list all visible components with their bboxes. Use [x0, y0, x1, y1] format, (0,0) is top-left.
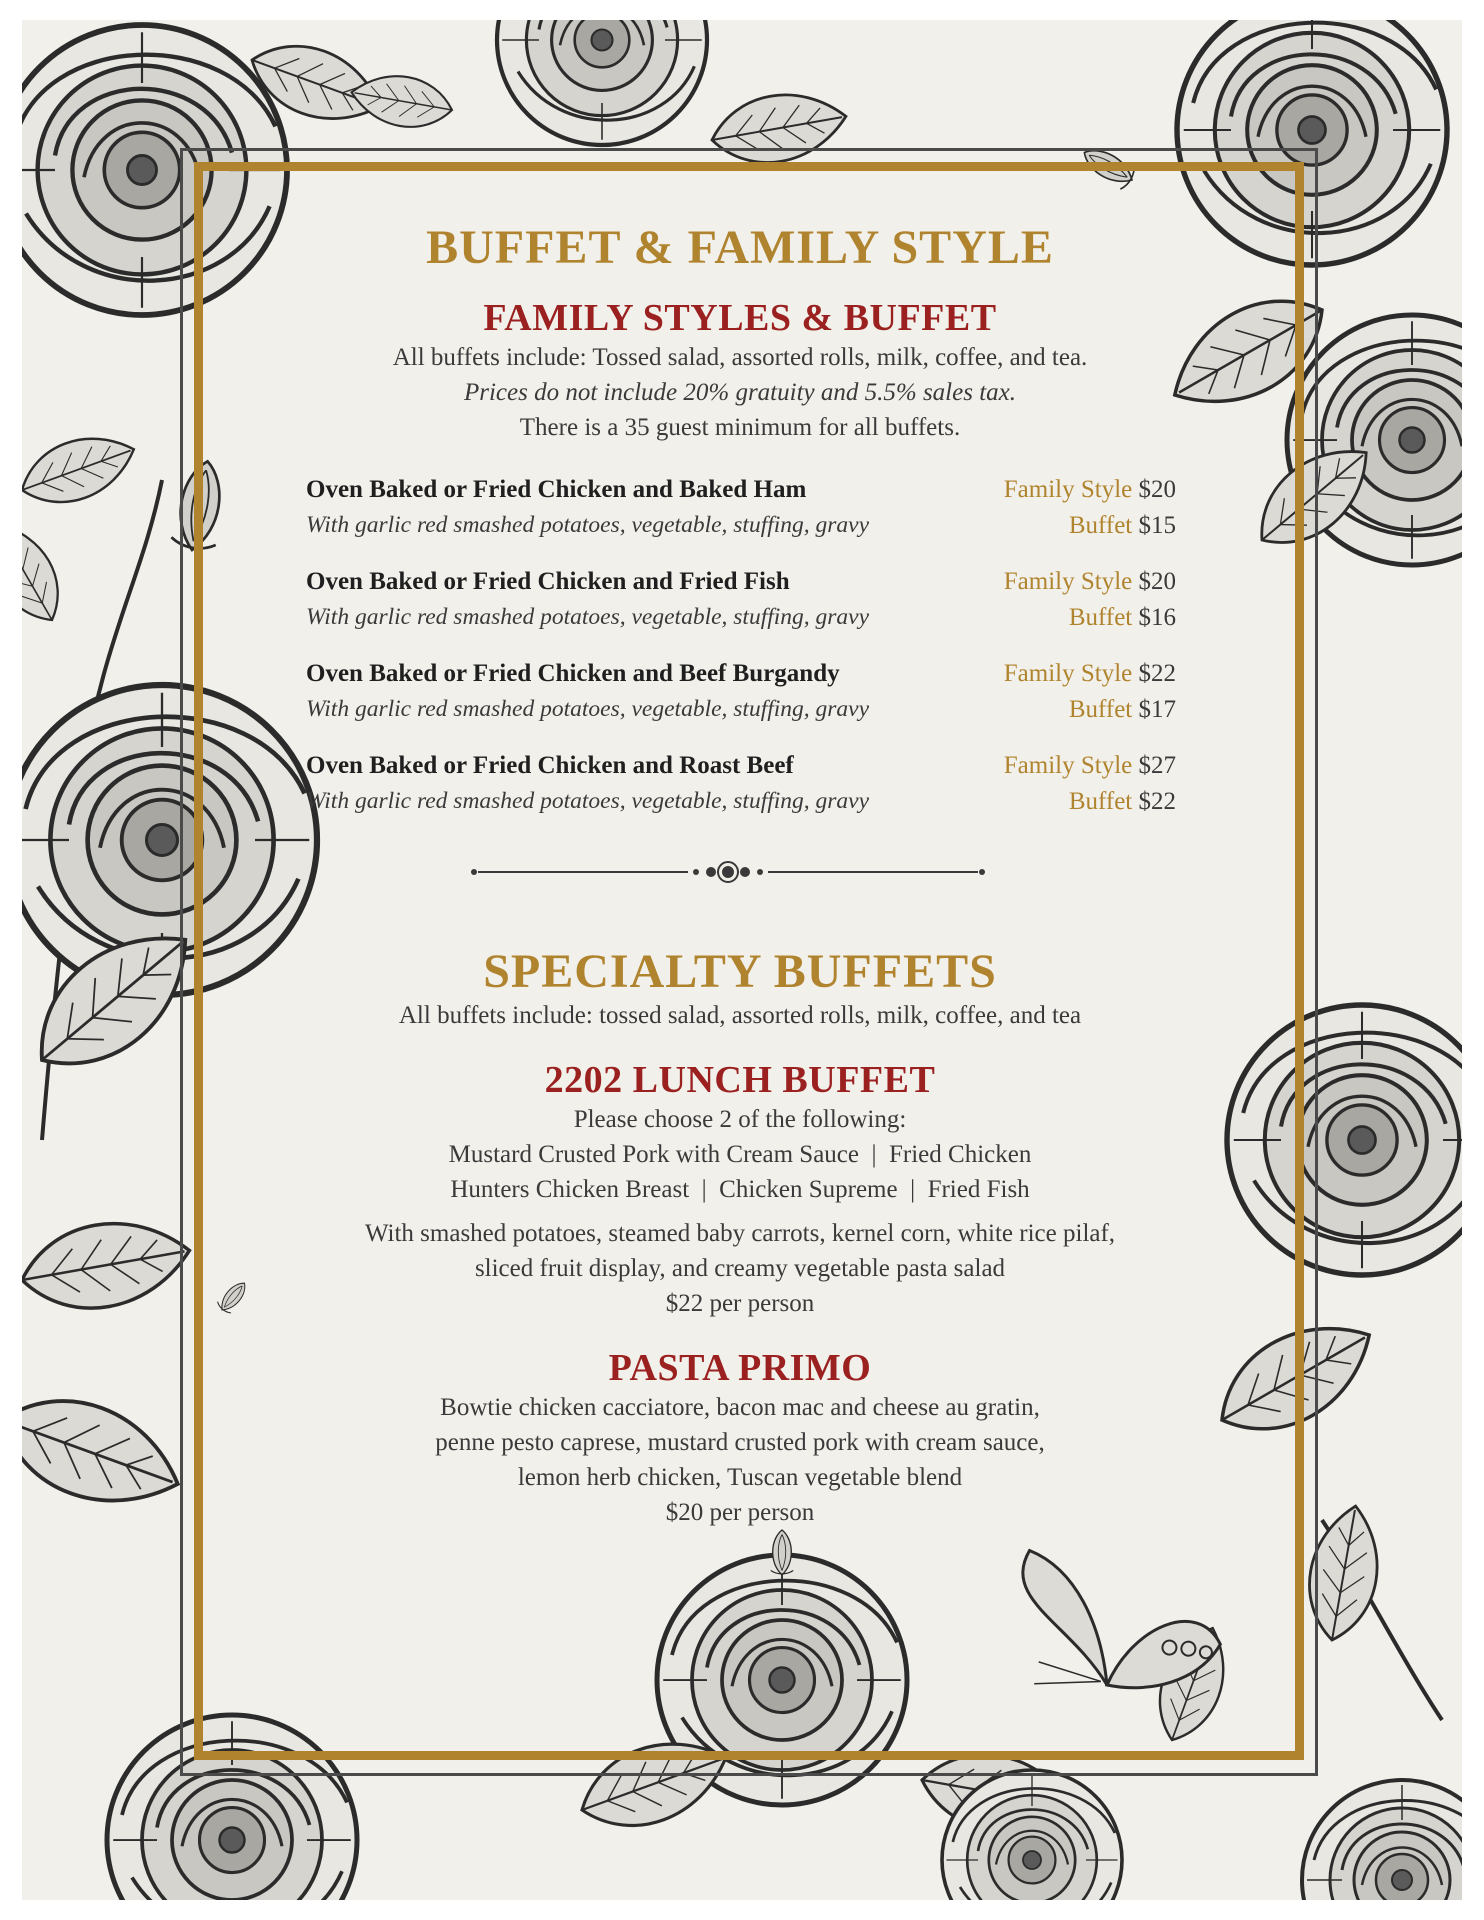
- lunch-buffet-heading: 2202 LUNCH BUFFET: [544, 1059, 936, 1101]
- item-description: With garlic red smashed potatoes, vegetable, stuffing, gravy: [306, 788, 870, 814]
- item-name: Oven Baked or Fried Chicken and Fried Fish: [306, 568, 790, 595]
- menu-item: [306, 568, 1176, 638]
- specialty-title: SPECIALTY BUFFETS: [483, 945, 997, 998]
- item-name: Oven Baked or Fried Chicken and Baked Ham: [306, 476, 807, 503]
- item-name: Oven Baked or Fried Chicken and Roast Beef: [306, 752, 794, 779]
- family-heading: FAMILY STYLES & BUFFET: [483, 297, 997, 339]
- family-style-price: Family Style $27: [1003, 752, 1176, 779]
- pasta-line-2: penne pesto caprese, mustard crusted pork with cream sauce,: [435, 1429, 1045, 1456]
- lunch-price: $22 per person: [665, 1290, 815, 1317]
- family-minimum-note: There is a 35 guest minimum for all buffets.: [519, 414, 961, 441]
- item-description: With garlic red smashed potatoes, vegetable, stuffing, gravy: [306, 696, 870, 722]
- family-tax-note: Prices do not include 20% gratuity and 5.5% sales tax.: [463, 379, 1016, 406]
- specialty-include-note: All buffets include: tossed salad, assorted rolls, milk, coffee, and tea: [398, 1002, 1082, 1029]
- family-style-price: Family Style $22: [1003, 660, 1176, 687]
- family-style-price: Family Style $20: [1003, 476, 1176, 503]
- pasta-line-1: Bowtie chicken cacciatore, bacon mac and cheese au gratin,: [440, 1394, 1040, 1421]
- lunch-options-line-1: Mustard Crusted Pork with Cream Sauce | Fried Chicken: [448, 1141, 1032, 1168]
- pasta-price: $20 per person: [665, 1499, 815, 1526]
- pasta-primo-heading: PASTA PRIMO: [608, 1347, 872, 1389]
- buffet-price: Buffet $15: [1068, 512, 1176, 539]
- page-title: BUFFET & FAMILY STYLE: [426, 221, 1054, 274]
- lunch-options-line-2: Hunters Chicken Breast | Chicken Supreme | Fried Fish: [450, 1176, 1030, 1203]
- buffet-price: Buffet $17: [1068, 696, 1176, 723]
- lunch-sides-line-2: sliced fruit display, and creamy vegetable pasta salad: [474, 1255, 1006, 1282]
- buffet-price: Buffet $22: [1068, 788, 1176, 815]
- family-include-note: All buffets include: Tossed salad, assorted rolls, milk, coffee, and tea.: [392, 344, 1088, 371]
- item-description: With garlic red smashed potatoes, vegetable, stuffing, gravy: [306, 512, 870, 538]
- menu-item: [306, 752, 1176, 822]
- lunch-sides-line-1: With smashed potatoes, steamed baby carrots, kernel corn, white rice pilaf,: [364, 1220, 1116, 1247]
- pasta-line-3: lemon herb chicken, Tuscan vegetable blend: [517, 1464, 963, 1491]
- lunch-choose-note: Please choose 2 of the following:: [573, 1106, 907, 1133]
- ornamental-divider-icon: [468, 860, 988, 884]
- family-style-price: Family Style $20: [1003, 568, 1176, 595]
- item-name: Oven Baked or Fried Chicken and Beef Burgandy: [306, 660, 840, 687]
- buffet-price: Buffet $16: [1068, 604, 1176, 631]
- item-description: With garlic red smashed potatoes, vegetable, stuffing, gravy: [306, 604, 870, 630]
- menu-item: [306, 476, 1176, 546]
- menu-item: [306, 660, 1176, 730]
